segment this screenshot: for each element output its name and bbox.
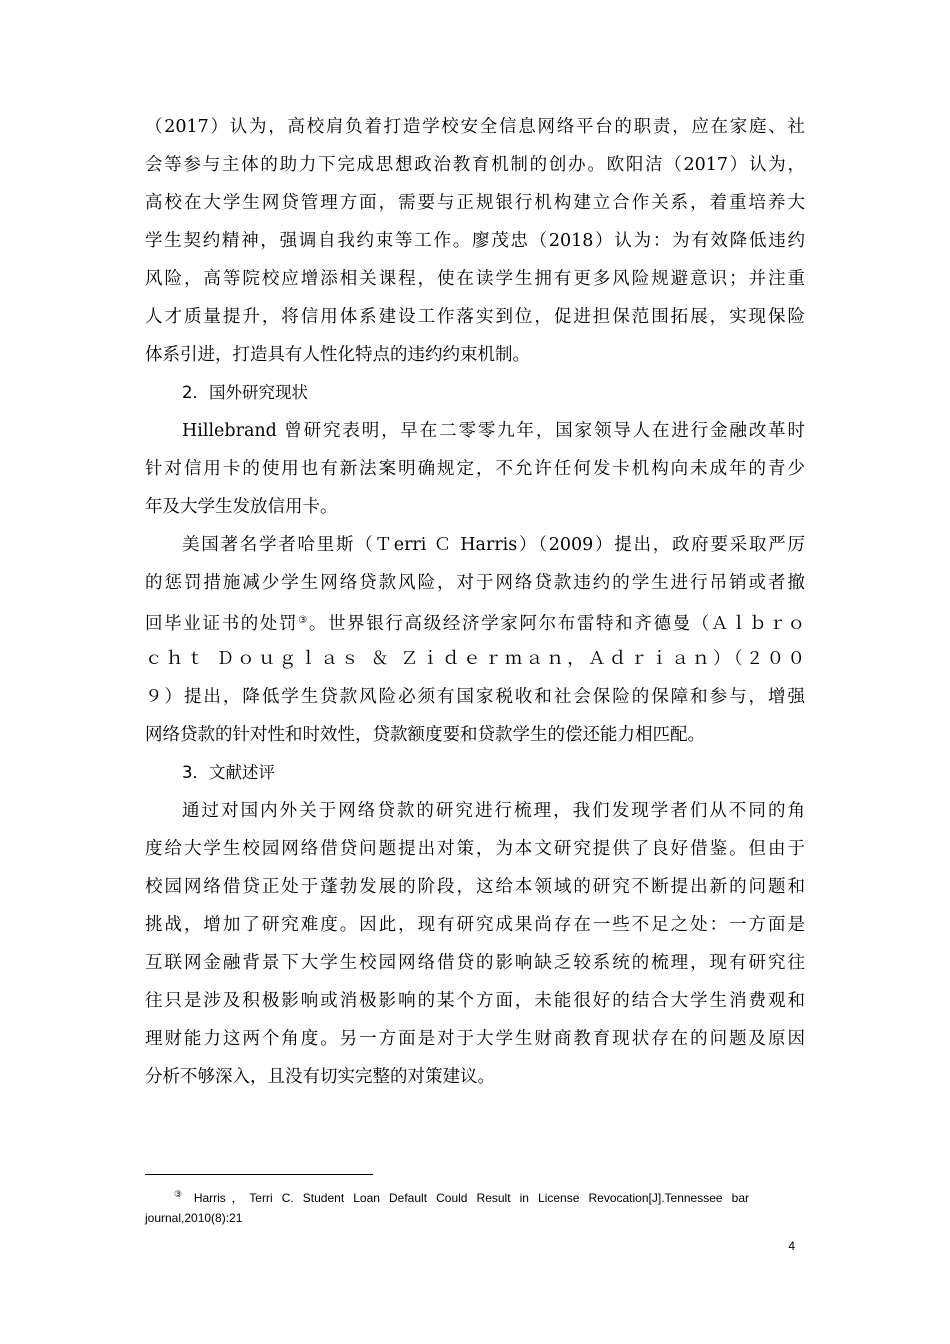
paragraph-line: （2017）认为，高校肩负着打造学校安全信息网络平台的职责，应在家庭、社 bbox=[145, 117, 805, 137]
paragraph-line: 人才质量提升，将信用体系建设工作落实到位，促进担保范围拓展，实现保险 bbox=[145, 307, 805, 327]
paragraph-line: 年及大学生发放信用卡。 bbox=[145, 497, 338, 517]
footnote-reference[interactable]: ③ bbox=[298, 615, 309, 626]
paragraph-line: 通过对国内外关于网络贷款的研究进行梳理，我们发现学者们从不同的角 bbox=[182, 801, 805, 821]
paragraph-line-text: 回毕业证书的处罚 bbox=[145, 614, 299, 634]
paragraph-line: 针对信用卡的使用也有新法案明确规定，不允许任何发卡机构向未成年的青少 bbox=[145, 459, 805, 479]
footnote-text: Harris，Terri C. Student Loan Default Could Result in License Revocation[J].Tennessee bar bbox=[193, 1191, 749, 1205]
paragraph-line: 体系引进，打造具有人性化特点的违约约束机制。 bbox=[145, 345, 530, 365]
paragraph-line: Hillebrand 曾研究表明，早在二零零九年，国家领导人在进行金融改革时 bbox=[182, 421, 805, 441]
paragraph-line: 理财能力这两个角度。另一方面是对于大学生财商教育现状存在的问题及原因 bbox=[145, 1029, 805, 1049]
paragraph-line: 挑战，增加了研究难度。因此，现有研究成果尚存在一些不足之处：一方面是 bbox=[145, 915, 805, 935]
paragraph-line-text: 。世界银行高级经济学家阿尔布雷特和齐德曼（Ａｌｂｒｏ bbox=[308, 614, 805, 634]
paragraph-line: 网络贷款的针对性和时效性，贷款额度要和贷款学生的偿还能力相匹配。 bbox=[145, 725, 705, 745]
paragraph-line: 度给大学生校园网络借贷问题提出对策，为本文研究提供了良好借鉴。但由于 bbox=[145, 839, 805, 859]
paragraph-line: 互联网金融背景下大学生校园网络借贷的影响缺乏较系统的梳理，现有研究往 bbox=[145, 953, 805, 973]
paragraph-line bbox=[145, 602, 805, 640]
footnote-line: journal,2010(8):21 bbox=[145, 1211, 243, 1225]
footnote-mark: ③ bbox=[174, 1189, 188, 1199]
section-heading-foreign-research: 2．国外研究现状 bbox=[182, 383, 308, 402]
paragraph-line: 学生契约精神，强调自我约束等工作。廖茂忠（2018）认为：为有效降低违约 bbox=[145, 231, 805, 251]
page-number: 4 bbox=[788, 1239, 795, 1253]
body-text bbox=[145, 108, 805, 1096]
footnote-line bbox=[145, 1182, 749, 1206]
paragraph-line: ９）提出，降低学生贷款风险必须有国家税收和社会保险的保障和参与，增强 bbox=[145, 687, 805, 707]
paragraph-line: ｃｈｔ Ｄｏｕｇｌａｓ ＆ Ｚｉｄｅｒｍａｎ，Ａｄｒｉａｎ）（２００ bbox=[145, 649, 805, 669]
paragraph-line: 校园网络借贷正处于蓬勃发展的阶段，这给本领域的研究不断提出新的问题和 bbox=[145, 877, 805, 897]
paragraph-line: 会等参与主体的助力下完成思想政治教育机制的创办。欧阳洁（2017）认为， bbox=[145, 155, 805, 175]
paragraph-line: 的惩罚措施减少学生网络贷款风险，对于网络贷款违约的学生进行吊销或者撤 bbox=[145, 573, 805, 593]
paragraph-line: 往只是涉及积极影响或消极影响的某个方面，未能很好的结合大学生消费观和 bbox=[145, 991, 805, 1011]
footnote bbox=[145, 1182, 749, 1230]
paragraph-line: 美国著名学者哈里斯（Ｔerri Ｃ Harris）（2009）提出，政府要采取严厉 bbox=[182, 535, 805, 555]
section-heading-literature-review: 3．文献述评 bbox=[182, 763, 275, 782]
paragraph-line: 风险，高等院校应增添相关课程，使在读学生拥有更多风险规避意识；并注重 bbox=[145, 269, 805, 289]
paragraph-line: 分析不够深入，且没有切实完整的对策建议。 bbox=[145, 1067, 495, 1087]
footnote-divider bbox=[145, 1174, 373, 1175]
paragraph-line: 高校在大学生网贷管理方面，需要与正规银行机构建立合作关系，着重培养大 bbox=[145, 193, 805, 213]
